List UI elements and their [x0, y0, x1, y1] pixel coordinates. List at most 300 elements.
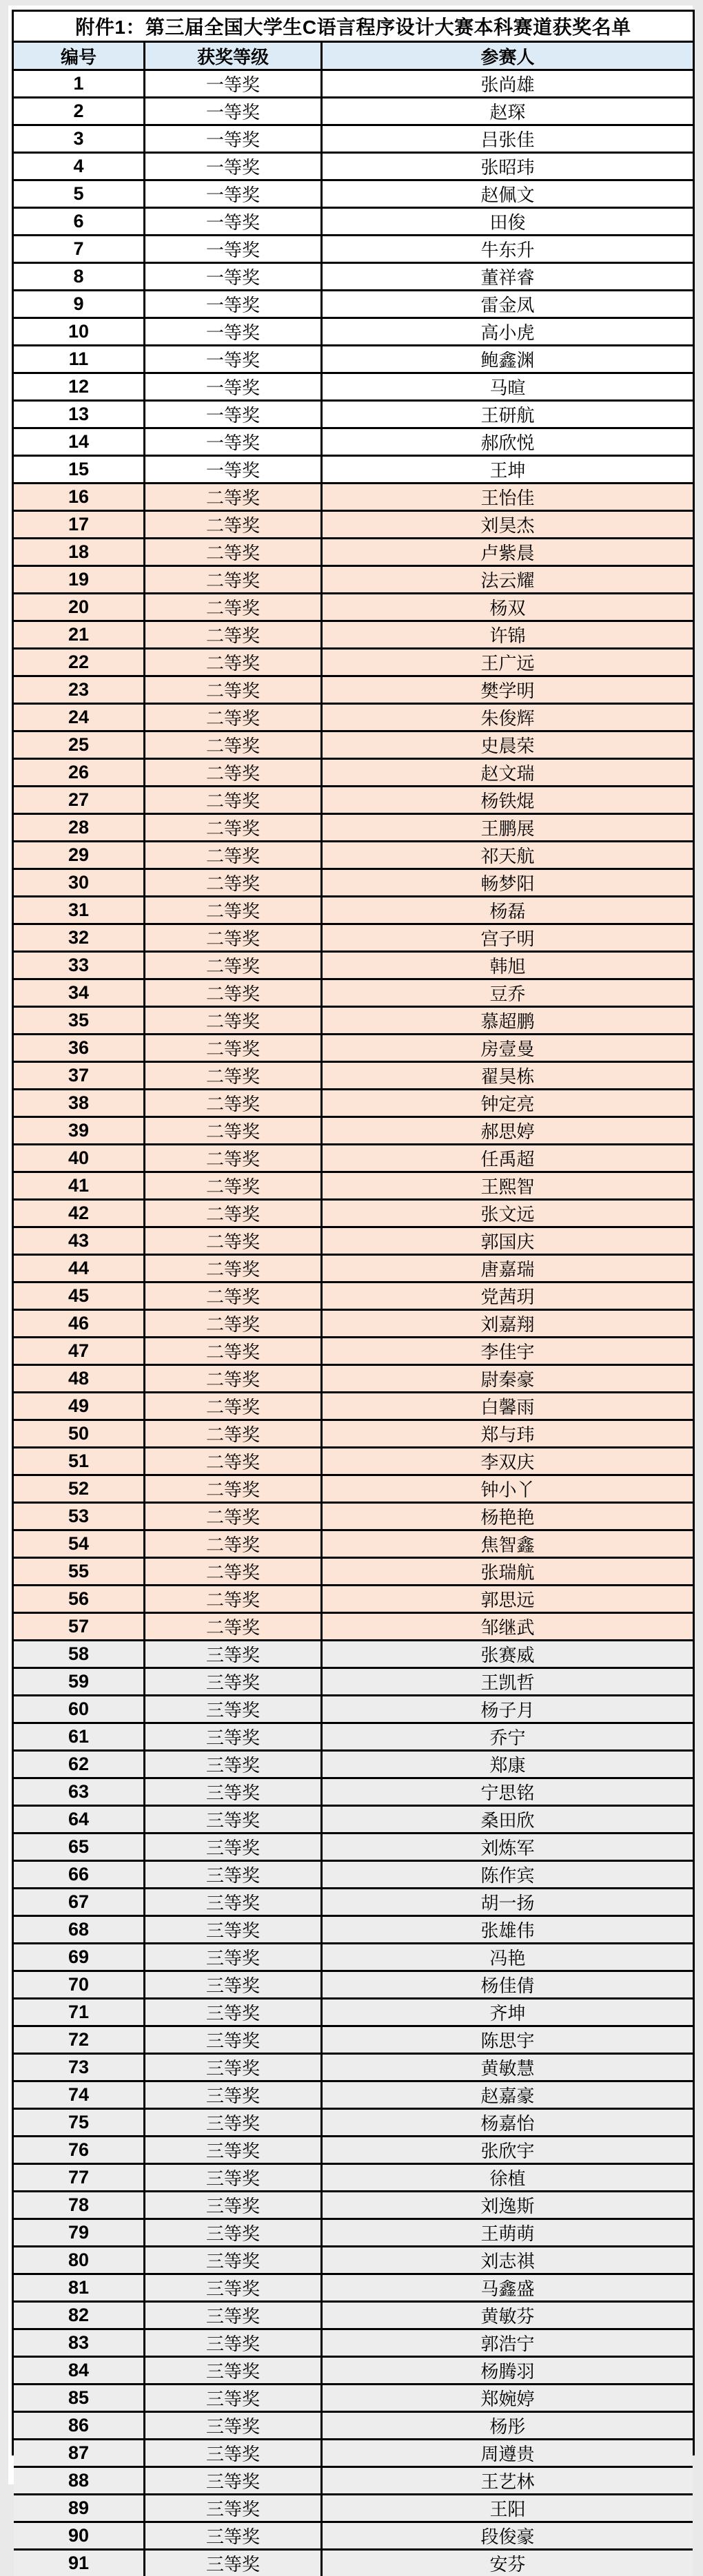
participant-cell	[323, 1118, 693, 1143]
participant-name: 杨佳倩	[480, 1976, 535, 1996]
row-number: 34	[68, 982, 90, 1003]
table-row	[14, 1173, 693, 1201]
participant-name: 吕张佳	[480, 130, 535, 150]
participant-name: 董祥睿	[480, 268, 535, 288]
participant-cell	[323, 402, 693, 427]
participant-name: 尉秦豪	[480, 1370, 535, 1390]
participant-name: 赵琛	[489, 103, 526, 123]
participant-name: 陈思宇	[480, 2031, 535, 2051]
table-row	[14, 1752, 693, 1779]
row-number-cell	[14, 760, 145, 785]
row-number-cell	[14, 1476, 145, 1502]
row-number-cell	[14, 1586, 145, 1612]
participant-cell	[323, 126, 693, 152]
row-number-cell	[14, 1999, 145, 2025]
award-level: 二等奖	[205, 1122, 260, 1142]
participant-cell	[323, 677, 693, 703]
row-number: 31	[68, 900, 90, 920]
participant-cell	[323, 1999, 693, 2025]
participant-name: 李双庆	[480, 1453, 535, 1473]
award-level: 二等奖	[205, 1480, 260, 1500]
row-number-cell	[14, 1008, 145, 1033]
award-level-cell	[145, 980, 323, 1006]
row-number: 21	[68, 624, 90, 645]
row-number: 13	[68, 404, 90, 424]
row-number-cell	[14, 291, 145, 317]
award-level: 二等奖	[205, 1067, 260, 1087]
row-number: 66	[68, 1864, 90, 1884]
participant-name: 唐嘉瑞	[480, 1260, 535, 1280]
participant-name: 张文远	[480, 1205, 535, 1225]
row-number-cell	[14, 1696, 145, 1722]
row-number: 6	[73, 211, 84, 231]
award-level-cell	[145, 2082, 323, 2108]
row-number: 46	[68, 1313, 90, 1333]
award-level: 三等奖	[205, 1783, 260, 1803]
participant-name: 卢紫晨	[480, 543, 535, 563]
header-label-number: 编号	[60, 47, 96, 67]
header-cell-participant	[323, 43, 693, 69]
row-number: 58	[68, 1643, 90, 1664]
page-title: 附件1：第三届全国大学生C语言程序设计大赛本科赛道获奖名单	[75, 17, 631, 38]
participant-name: 马鑫盛	[480, 2279, 535, 2299]
award-level-cell	[145, 429, 323, 455]
participant-name: 陈作宾	[480, 1866, 535, 1886]
row-number-cell	[14, 154, 145, 179]
row-number-cell	[14, 2082, 145, 2108]
row-number-cell	[14, 2247, 145, 2273]
participant-name: 王广远	[480, 654, 535, 674]
table-row	[14, 236, 693, 264]
participant-cell	[323, 2440, 693, 2466]
row-number: 49	[68, 1395, 90, 1416]
participant-name: 杨磊	[489, 902, 526, 922]
table-row	[14, 842, 693, 870]
award-level: 二等奖	[205, 1094, 260, 1114]
row-number: 90	[68, 2525, 90, 2546]
header-label-award-level: 获奖等级	[196, 47, 269, 67]
award-level-cell	[145, 1035, 323, 1061]
table-row	[14, 2440, 693, 2468]
table-row	[14, 1696, 693, 1724]
participant-name: 白馨雨	[480, 1398, 535, 1417]
award-level: 二等奖	[205, 1508, 260, 1528]
award-level-cell	[145, 1476, 323, 1502]
participant-name: 王萌萌	[480, 2224, 535, 2244]
table-row	[14, 1724, 693, 1752]
participant-name: 邹继武	[480, 1618, 535, 1638]
award-level: 三等奖	[205, 2086, 260, 2106]
row-number: 62	[68, 1754, 90, 1774]
row-number-cell	[14, 1063, 145, 1088]
row-number-cell	[14, 567, 145, 592]
award-level: 二等奖	[205, 1590, 260, 1610]
award-level: 三等奖	[205, 2169, 260, 2189]
award-level-cell	[145, 71, 323, 96]
row-number-cell	[14, 319, 145, 344]
row-number-cell	[14, 842, 145, 868]
row-number: 39	[68, 1120, 90, 1141]
participant-cell	[323, 2220, 693, 2245]
award-level-cell	[145, 815, 323, 840]
award-level-cell	[145, 1724, 323, 1749]
award-level: 三等奖	[205, 1976, 260, 1996]
row-number: 15	[68, 459, 90, 479]
award-level-cell	[145, 1531, 323, 1557]
table-row	[14, 1283, 693, 1311]
row-number: 59	[68, 1671, 90, 1692]
row-number-cell	[14, 815, 145, 840]
participant-name: 赵文瑞	[480, 764, 535, 784]
award-level-cell	[145, 1063, 323, 1088]
table-row	[14, 2165, 693, 2192]
row-number: 55	[68, 1561, 90, 1581]
award-level-cell	[145, 346, 323, 372]
row-number: 45	[68, 1285, 90, 1306]
participant-name: 段俊豪	[480, 2527, 535, 2547]
table-row	[14, 953, 693, 980]
row-number: 86	[68, 2415, 90, 2435]
table-row	[14, 512, 693, 539]
participant-name: 郭浩宁	[480, 2334, 535, 2354]
award-level-cell	[145, 1448, 323, 1474]
award-level: 二等奖	[205, 626, 260, 646]
table-row	[14, 2523, 693, 2551]
row-number: 27	[68, 789, 90, 810]
participant-cell	[323, 1586, 693, 1612]
row-number: 91	[68, 2553, 90, 2573]
participant-cell	[323, 1752, 693, 1777]
row-number: 47	[68, 1340, 90, 1361]
row-number: 79	[68, 2222, 90, 2243]
row-number-cell	[14, 1834, 145, 1860]
row-number-cell	[14, 1669, 145, 1694]
row-number-cell	[14, 1889, 145, 1915]
row-number-cell	[14, 457, 145, 482]
award-level-cell	[145, 1669, 323, 1694]
award-level-cell	[145, 2220, 323, 2245]
participant-name: 王鹏展	[480, 819, 535, 839]
participant-cell	[323, 1448, 693, 1474]
award-level: 三等奖	[205, 1756, 260, 1776]
table-row	[14, 2055, 693, 2082]
award-level-cell	[145, 842, 323, 868]
participant-name: 杨艳艳	[480, 1508, 535, 1528]
award-level-cell	[145, 787, 323, 813]
table-row	[14, 705, 693, 732]
award-level-cell	[145, 2303, 323, 2328]
award-level-cell	[145, 2440, 323, 2466]
row-number: 83	[68, 2332, 90, 2353]
table-row	[14, 897, 693, 925]
participant-cell	[323, 2330, 693, 2356]
award-level: 二等奖	[205, 1453, 260, 1473]
award-level-cell	[145, 539, 323, 565]
table-row	[14, 1834, 693, 1862]
row-number: 22	[68, 652, 90, 672]
award-level-cell	[145, 1338, 323, 1364]
row-number: 37	[68, 1065, 90, 1086]
row-number-cell	[14, 1256, 145, 1281]
award-level: 三等奖	[205, 2059, 260, 2079]
row-number-cell	[14, 925, 145, 951]
award-level-cell	[145, 1972, 323, 1997]
row-number: 30	[68, 872, 90, 893]
participant-name: 赵佩文	[480, 185, 535, 205]
table-row	[14, 346, 693, 374]
table-row	[14, 1393, 693, 1421]
award-level-cell	[145, 1917, 323, 1942]
row-number: 82	[68, 2305, 90, 2325]
row-number-cell	[14, 1366, 145, 1391]
participant-name: 张尚雄	[480, 75, 535, 95]
award-level-cell	[145, 567, 323, 592]
award-level: 二等奖	[205, 736, 260, 756]
award-level-cell	[145, 650, 323, 675]
row-number: 53	[68, 1506, 90, 1526]
participant-name: 王凯哲	[480, 1673, 535, 1693]
participant-cell	[323, 787, 693, 813]
participant-name: 张昭玮	[480, 158, 535, 178]
table-row	[14, 622, 693, 650]
header-cell-award-level	[145, 43, 323, 69]
participant-cell	[323, 1972, 693, 1997]
participant-cell	[323, 1366, 693, 1391]
table-row	[14, 1807, 693, 1834]
row-number-cell	[14, 1393, 145, 1419]
participant-name: 杨子月	[480, 1701, 535, 1721]
table-row	[14, 1201, 693, 1228]
row-number-cell	[14, 2165, 145, 2190]
table-row	[14, 1504, 693, 1531]
row-number-cell	[14, 126, 145, 152]
row-number-cell	[14, 402, 145, 427]
row-number: 76	[68, 2139, 90, 2160]
award-level-cell	[145, 2027, 323, 2053]
participant-name: 郭国庆	[480, 1232, 535, 1252]
participant-cell	[323, 2165, 693, 2190]
participant-cell	[323, 1008, 693, 1033]
award-level: 二等奖	[205, 654, 260, 674]
row-number: 29	[68, 844, 90, 865]
row-number: 72	[68, 2029, 90, 2050]
header-label-participant: 参赛人	[480, 47, 535, 67]
row-number-cell	[14, 2385, 145, 2411]
award-level-cell	[145, 1366, 323, 1391]
participant-name: 祁天航	[480, 846, 535, 866]
participant-name: 豆乔	[489, 984, 526, 1004]
participant-cell	[323, 980, 693, 1006]
award-level-cell	[145, 264, 323, 289]
award-level: 一等奖	[205, 433, 260, 453]
row-number: 57	[68, 1616, 90, 1637]
award-level-cell	[145, 236, 323, 262]
participant-name: 黄敏芬	[480, 2307, 535, 2327]
participant-cell	[323, 815, 693, 840]
award-level: 二等奖	[205, 1398, 260, 1417]
row-number-cell	[14, 539, 145, 565]
award-level-cell	[145, 2275, 323, 2300]
participant-name: 郝思婷	[480, 1122, 535, 1142]
award-level-cell	[145, 2358, 323, 2383]
award-level: 二等奖	[205, 764, 260, 784]
row-number: 38	[68, 1092, 90, 1113]
table-row	[14, 291, 693, 319]
row-number-cell	[14, 1641, 145, 1667]
table-row	[14, 1256, 693, 1283]
row-number: 75	[68, 2112, 90, 2132]
participant-name: 张赛威	[480, 1645, 535, 1665]
participant-name: 桑田欣	[480, 1811, 535, 1831]
row-number: 14	[68, 431, 90, 452]
award-level-cell	[145, 1834, 323, 1860]
participant-cell	[323, 457, 693, 482]
award-level: 二等奖	[205, 1232, 260, 1252]
participant-name: 徐植	[489, 2169, 526, 2189]
participant-name: 胡一扬	[480, 1893, 535, 1913]
participant-name: 李佳宇	[480, 1342, 535, 1362]
award-level-cell	[145, 1090, 323, 1116]
award-level: 二等奖	[205, 681, 260, 701]
participant-cell	[323, 1917, 693, 1942]
row-number: 77	[68, 2167, 90, 2188]
award-level-cell	[145, 705, 323, 730]
table-row	[14, 980, 693, 1008]
award-level-cell	[145, 897, 323, 923]
table-row	[14, 1145, 693, 1173]
participant-cell	[323, 1035, 693, 1061]
table-row	[14, 567, 693, 594]
award-level-cell	[145, 925, 323, 951]
table-row	[14, 181, 693, 209]
row-number-cell	[14, 1724, 145, 1749]
row-number-cell	[14, 1752, 145, 1777]
table-row	[14, 1338, 693, 1366]
row-number: 64	[68, 1809, 90, 1829]
row-number-cell	[14, 594, 145, 620]
participant-cell	[323, 925, 693, 951]
participant-cell	[323, 1834, 693, 1860]
row-number: 85	[68, 2387, 90, 2408]
award-level-cell	[145, 1283, 323, 1309]
table-row	[14, 209, 693, 236]
participant-cell	[323, 897, 693, 923]
award-level: 三等奖	[205, 2389, 260, 2409]
award-level-cell	[145, 291, 323, 317]
row-number-cell	[14, 209, 145, 234]
award-level: 三等奖	[205, 2334, 260, 2354]
award-level: 三等奖	[205, 2196, 260, 2216]
participant-cell	[323, 1862, 693, 1887]
participant-cell	[323, 594, 693, 620]
table-row	[14, 71, 693, 98]
row-number-cell	[14, 1421, 145, 1446]
award-level: 二等奖	[205, 957, 260, 977]
award-level-cell	[145, 760, 323, 785]
table-row	[14, 457, 693, 484]
award-level: 二等奖	[205, 819, 260, 839]
header-cell-number	[14, 43, 145, 69]
award-level-cell	[145, 1559, 323, 1584]
participant-name: 郑康	[489, 1756, 526, 1776]
award-level: 二等奖	[205, 1563, 260, 1583]
participant-name: 钟定亮	[480, 1094, 535, 1114]
row-number-cell	[14, 1201, 145, 1226]
award-level: 二等奖	[205, 1618, 260, 1638]
row-number-cell	[14, 897, 145, 923]
row-number: 16	[68, 486, 90, 507]
award-level-cell	[145, 181, 323, 207]
table-row	[14, 1999, 693, 2027]
award-level: 二等奖	[205, 1535, 260, 1555]
participant-name: 杨腾羽	[480, 2362, 535, 2382]
award-level-cell	[145, 2137, 323, 2163]
award-level-cell	[145, 1862, 323, 1887]
award-level: 三等奖	[205, 1811, 260, 1831]
award-level-cell	[145, 677, 323, 703]
award-level: 三等奖	[205, 1701, 260, 1721]
award-level: 二等奖	[205, 1342, 260, 1362]
table-row	[14, 925, 693, 953]
table-row	[14, 1476, 693, 1504]
award-level-cell	[145, 2413, 323, 2438]
participant-name: 杨彤	[489, 2417, 526, 2437]
participant-name: 齐坤	[489, 2004, 526, 2024]
row-number: 2	[73, 101, 84, 121]
award-level-cell	[145, 1393, 323, 1419]
participant-cell	[323, 2523, 693, 2548]
participant-name: 刘志祺	[480, 2252, 535, 2272]
table-row	[14, 2303, 693, 2330]
row-number: 23	[68, 679, 90, 700]
row-number-cell	[14, 787, 145, 813]
row-number-cell	[14, 650, 145, 675]
award-level: 三等奖	[205, 1893, 260, 1913]
participant-cell	[323, 1338, 693, 1364]
award-level-cell	[145, 1641, 323, 1667]
award-level: 二等奖	[205, 1370, 260, 1390]
participant-cell	[323, 154, 693, 179]
row-number: 52	[68, 1478, 90, 1499]
award-level: 二等奖	[205, 571, 260, 591]
row-number: 67	[68, 1891, 90, 1912]
table-row	[14, 1944, 693, 1972]
table-row	[14, 650, 693, 677]
row-number-cell	[14, 181, 145, 207]
table-row	[14, 1311, 693, 1338]
participant-cell	[323, 264, 693, 289]
row-number: 5	[73, 183, 84, 204]
table-row	[14, 374, 693, 402]
row-number: 36	[68, 1037, 90, 1058]
award-level-cell	[145, 1696, 323, 1722]
participant-cell	[323, 291, 693, 317]
row-number-cell	[14, 346, 145, 372]
row-number-cell	[14, 732, 145, 758]
row-number-cell	[14, 1531, 145, 1557]
participant-cell	[323, 1173, 693, 1198]
award-level-cell	[145, 154, 323, 179]
row-number-cell	[14, 2358, 145, 2383]
participant-cell	[323, 2055, 693, 2080]
participant-name: 刘逸斯	[480, 2196, 535, 2216]
row-number: 68	[68, 1919, 90, 1940]
table-row	[14, 154, 693, 181]
row-number: 54	[68, 1533, 90, 1554]
participant-cell	[323, 1807, 693, 1832]
award-level: 三等奖	[205, 2252, 260, 2272]
row-number: 28	[68, 817, 90, 838]
